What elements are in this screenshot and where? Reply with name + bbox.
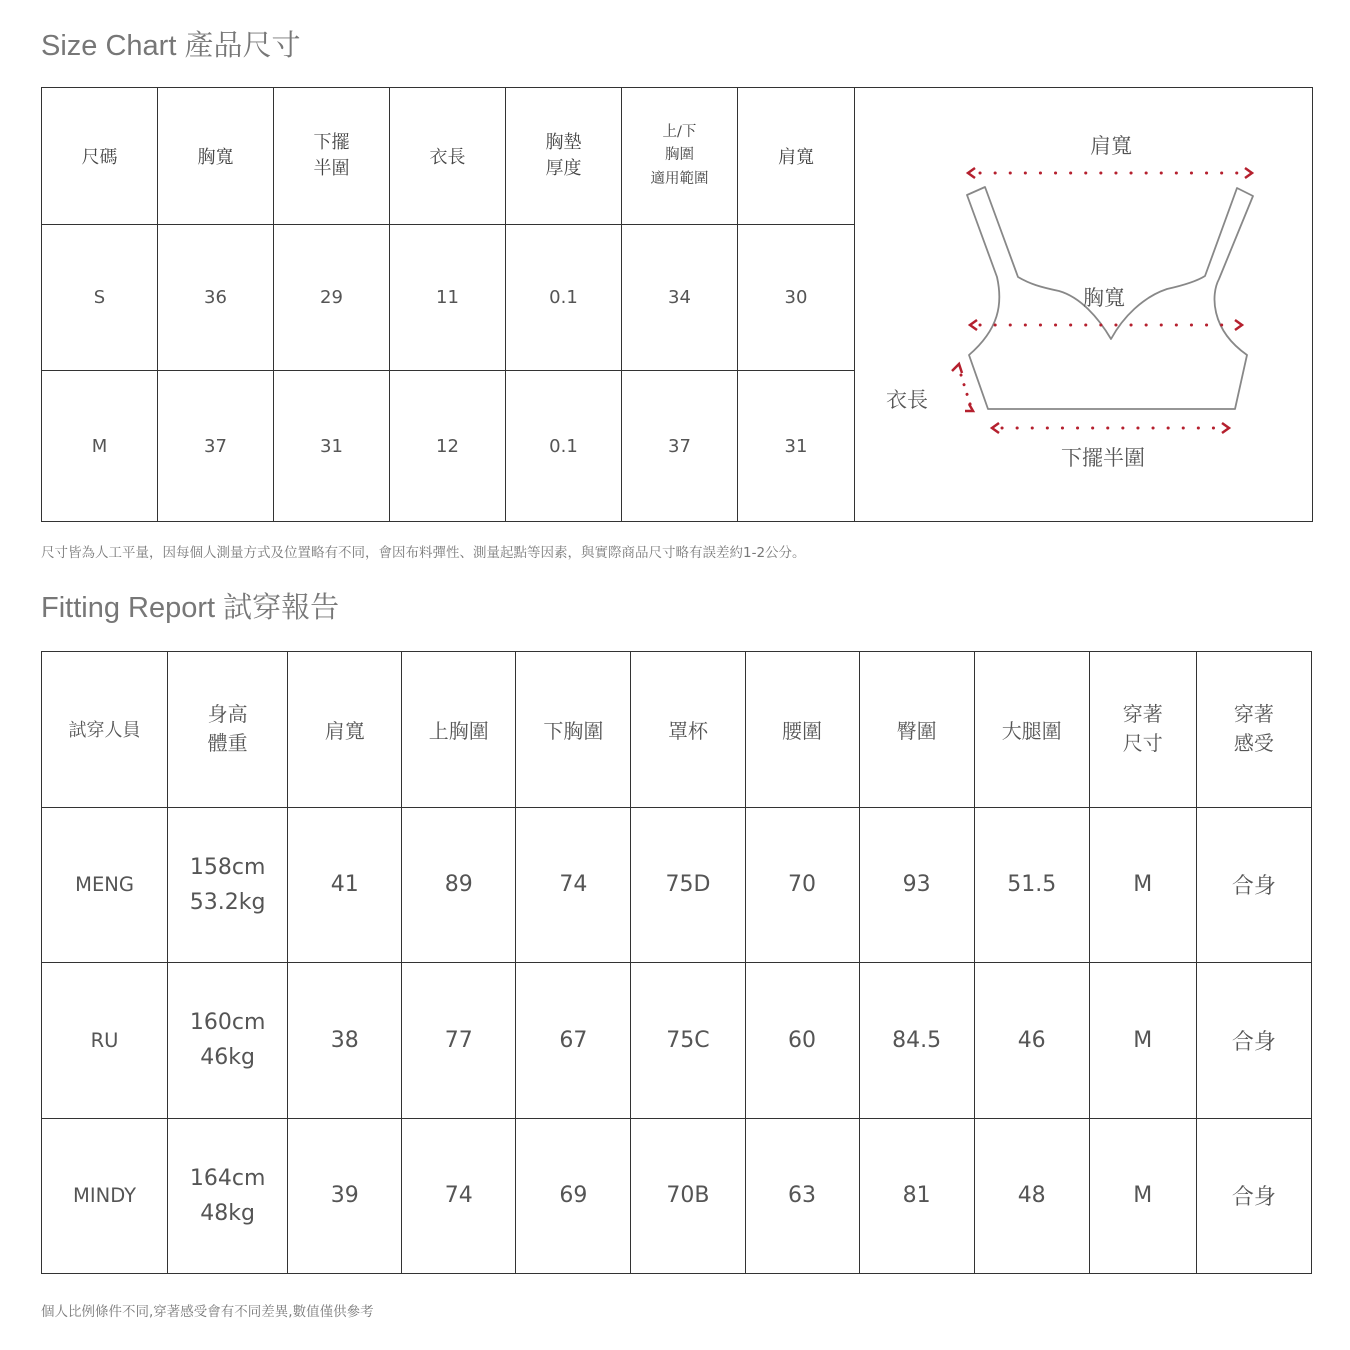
header-under-bust: 下胸圍 bbox=[516, 652, 631, 808]
cell-hem-half-width: 31 bbox=[274, 371, 390, 522]
diagram-shoulder-label: 肩寬 bbox=[1090, 133, 1132, 158]
cell-fit-feeling: 合身 bbox=[1196, 963, 1311, 1119]
header-bust-range: 上/下 胸圍 適用範圍 bbox=[622, 88, 738, 225]
hem-measure-arrow bbox=[992, 423, 1229, 433]
cell-hip: 93 bbox=[859, 807, 974, 963]
cell-thigh: 46 bbox=[974, 963, 1089, 1119]
length-measure-arrow bbox=[952, 364, 973, 411]
cell-under-bust: 74 bbox=[516, 807, 631, 963]
cell-worn-size: M bbox=[1089, 963, 1196, 1119]
header-hem-half-width: 下擺 半圍 bbox=[274, 88, 390, 225]
header-cup: 罩杯 bbox=[631, 652, 745, 808]
cell-hem-half-width: 29 bbox=[274, 225, 390, 371]
cell-height-weight: 158cm 53.2kg bbox=[168, 807, 288, 963]
size-chart-note: 尺寸皆為人工平量，因每個人測量方式及位置略有不同，會因布料彈性、測量起點等因素，與實際商品尺寸略有誤差約1-2公分。 bbox=[41, 545, 806, 561]
cell-upper-bust: 89 bbox=[402, 807, 516, 963]
cell-thigh: 51.5 bbox=[974, 807, 1089, 963]
diagram-chest-label: 胸寬 bbox=[1083, 285, 1125, 310]
cell-tester-name: RU bbox=[42, 963, 168, 1119]
cell-bust-range: 34 bbox=[622, 225, 738, 371]
fitting-row-meng bbox=[42, 807, 1312, 963]
header-shoulder: 肩寬 bbox=[288, 652, 402, 808]
cell-height-weight: 164cm 48kg bbox=[168, 1118, 288, 1274]
cell-waist: 70 bbox=[745, 807, 859, 963]
size-chart-title: Size Chart 產品尺寸 bbox=[41, 30, 301, 62]
cell-chest-width: 37 bbox=[158, 371, 274, 522]
header-worn-size: 穿著 尺寸 bbox=[1089, 652, 1196, 808]
cell-fit-feeling: 合身 bbox=[1196, 807, 1311, 963]
cell-waist: 63 bbox=[745, 1118, 859, 1274]
header-size: 尺碼 bbox=[42, 88, 158, 225]
header-hip: 臀圍 bbox=[859, 652, 974, 808]
shoulder-measure-arrow bbox=[968, 168, 1252, 178]
cell-hip: 84.5 bbox=[859, 963, 974, 1119]
header-pad-thickness: 胸墊 厚度 bbox=[506, 88, 622, 225]
cell-tester-name: MENG bbox=[42, 807, 168, 963]
cell-length: 12 bbox=[390, 371, 506, 522]
cell-length: 11 bbox=[390, 225, 506, 371]
cell-fit-feeling: 合身 bbox=[1196, 1118, 1311, 1274]
header-waist: 腰圍 bbox=[745, 652, 859, 808]
cell-shoulder: 39 bbox=[288, 1118, 402, 1274]
cell-pad-thickness: 0.1 bbox=[506, 371, 622, 522]
cell-chest-width: 36 bbox=[158, 225, 274, 371]
cell-under-bust: 67 bbox=[516, 963, 631, 1119]
chest-measure-arrow bbox=[970, 320, 1242, 330]
header-thigh: 大腿圍 bbox=[974, 652, 1089, 808]
cell-under-bust: 69 bbox=[516, 1118, 631, 1274]
cell-upper-bust: 77 bbox=[402, 963, 516, 1119]
cell-height-weight: 160cm 46kg bbox=[168, 963, 288, 1119]
cell-shoulder-width: 31 bbox=[738, 371, 855, 522]
cell-pad-thickness: 0.1 bbox=[506, 225, 622, 371]
cell-size: S bbox=[42, 225, 158, 371]
cell-size: M bbox=[42, 371, 158, 522]
size-chart-table bbox=[41, 87, 1313, 522]
fitting-row-mindy bbox=[42, 1118, 1312, 1274]
cell-worn-size: M bbox=[1089, 807, 1196, 963]
cell-cup: 75C bbox=[631, 963, 745, 1119]
cell-shoulder: 41 bbox=[288, 807, 402, 963]
cell-tester-name: MINDY bbox=[42, 1118, 168, 1274]
header-length: 衣長 bbox=[390, 88, 506, 225]
cell-cup: 75D bbox=[631, 807, 745, 963]
diagram-length-label: 衣長 bbox=[886, 387, 928, 412]
diagram-hem-label: 下擺半圍 bbox=[1061, 445, 1145, 470]
cell-waist: 60 bbox=[745, 963, 859, 1119]
cell-bust-range: 37 bbox=[622, 371, 738, 522]
cell-cup: 70B bbox=[631, 1118, 745, 1274]
fitting-report-table bbox=[41, 651, 1312, 1274]
cell-hip: 81 bbox=[859, 1118, 974, 1274]
cell-thigh: 48 bbox=[974, 1118, 1089, 1274]
bra-diagram-illustration bbox=[855, 89, 1311, 521]
cell-shoulder: 38 bbox=[288, 963, 402, 1119]
fitting-row-ru bbox=[42, 963, 1312, 1119]
header-upper-bust: 上胸圍 bbox=[402, 652, 516, 808]
header-chest-width: 胸寬 bbox=[158, 88, 274, 225]
fitting-header-row bbox=[42, 652, 1312, 808]
garment-diagram-cell bbox=[855, 88, 1313, 522]
fitting-report-title: Fitting Report 試穿報告 bbox=[41, 592, 340, 624]
header-height-weight: 身高 體重 bbox=[168, 652, 288, 808]
header-fit-feeling: 穿著 感受 bbox=[1196, 652, 1311, 808]
cell-upper-bust: 74 bbox=[402, 1118, 516, 1274]
fitting-report-note: 個人比例條件不同,穿著感受會有不同差異,數值僅供參考 bbox=[41, 1304, 374, 1320]
header-tester: 試穿人員 bbox=[42, 652, 168, 808]
cell-worn-size: M bbox=[1089, 1118, 1196, 1274]
header-shoulder-width: 肩寬 bbox=[738, 88, 855, 225]
size-chart-header-row bbox=[42, 88, 1313, 225]
cell-shoulder-width: 30 bbox=[738, 225, 855, 371]
